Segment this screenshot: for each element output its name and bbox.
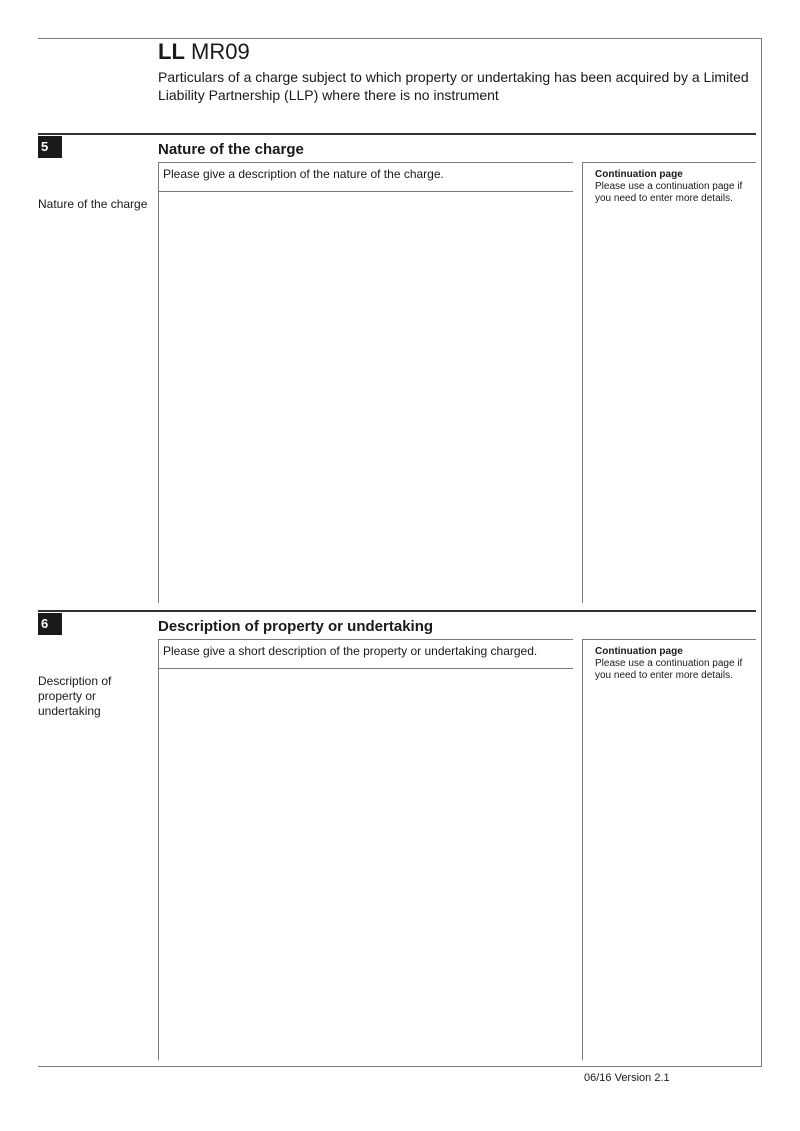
section-5-field-label: Nature of the charge [38,197,148,211]
form-prefix: LL [158,39,185,64]
section-5-rule [38,133,756,135]
section-5-field-right [582,162,583,603]
section-6-field-right [582,639,583,1060]
form-code: MR09 [191,39,250,64]
section-5-instruction-top [158,162,573,163]
section-6-instruction-top [158,639,573,640]
nature-of-charge-field[interactable] [160,193,580,601]
section-6-field-left [158,639,159,1060]
section-5-instruction: Please give a description of the nature of the charge. [163,167,444,181]
description-of-property-field[interactable] [160,670,580,1058]
section-6-instruction: Please give a short description of the property or undertaking charged. [163,644,538,658]
section-6-field-top [158,668,573,669]
section-5-sidebar-top [583,162,756,163]
form-version: 06/16 Version 2.1 [584,1072,670,1084]
top-border [38,38,762,39]
section-5-field-left [158,162,159,603]
section-6-sidebar-top [583,639,756,640]
right-border [761,38,762,1066]
section-6-title: Description of property or undertaking [158,618,434,635]
section-5-title: Nature of the charge [158,141,304,158]
form-subtitle: Particulars of a charge subject to which property or undertaking has been acquired by a Limited Liability Partnership (LLP) where there is no instrument [158,69,749,103]
section-6-continuation-text: Please use a continuation page if you need to enter more details. [595,658,743,681]
section-5-continuation-text: Please use a continuation page if you need to enter more details. [595,181,743,204]
section-6-field-label: Description of property or undertaking [38,674,112,718]
section-6-continuation-title: Continuation page [595,646,683,657]
section-5-continuation-title: Continuation page [595,169,683,180]
section-5-number: 5 [38,136,62,158]
section-5-field-top [158,191,573,192]
form-title [158,40,250,64]
section-6-rule [38,610,756,612]
bottom-border [38,1066,762,1067]
section-6-number: 6 [38,613,62,635]
